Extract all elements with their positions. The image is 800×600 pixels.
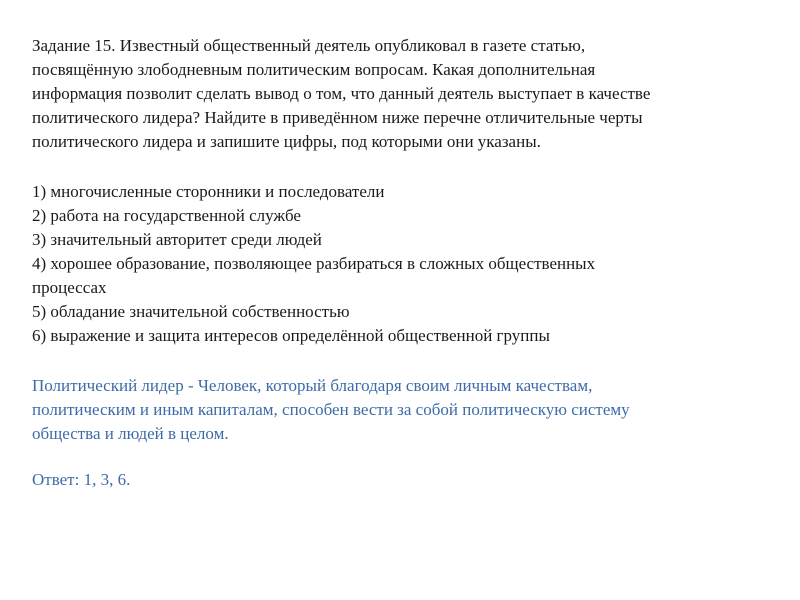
- task-text: [32, 34, 772, 154]
- task-line: посвящённую злободневным политическим вопросам. Какая дополнительная: [32, 60, 596, 79]
- option-item-4: 4) хорошее образование, позволяющее разбираться в сложных общественных: [32, 254, 596, 273]
- option-item-6: 6) выражение и защита интересов определённой общественной группы: [32, 326, 550, 345]
- definition-text: [32, 374, 772, 446]
- option-item-2: 2) работа на государственной службе: [32, 206, 301, 225]
- option-item-4-continued: процессах: [32, 278, 107, 297]
- option-item-5: 5) обладание значительной собственностью: [32, 302, 350, 321]
- option-item-1: 1) многочисленные сторонники и последователи: [32, 182, 385, 201]
- option-item-3: 3) значительный авторитет среди людей: [32, 230, 322, 249]
- definition-line: Политический лидер - Человек, который благодаря своим личным качествам,: [32, 376, 593, 395]
- task-line: информация позволит сделать вывод о том, что данный деятель выступает в качестве: [32, 84, 651, 103]
- task-line: политического лидера? Найдите в приведённом ниже перечне отличительные черты: [32, 108, 643, 127]
- task-line: Задание 15. Известный общественный деятель опубликовал в газете статью,: [32, 36, 586, 55]
- definition-line: политическим и иным капиталам, способен вести за собой политическую систему: [32, 400, 630, 419]
- definition-line: общества и людей в целом.: [32, 424, 229, 443]
- answer-text: Ответ: 1, 3, 6.: [32, 470, 131, 489]
- task-line: политического лидера и запишите цифры, под которыми они указаны.: [32, 132, 541, 151]
- options-list: [32, 180, 772, 348]
